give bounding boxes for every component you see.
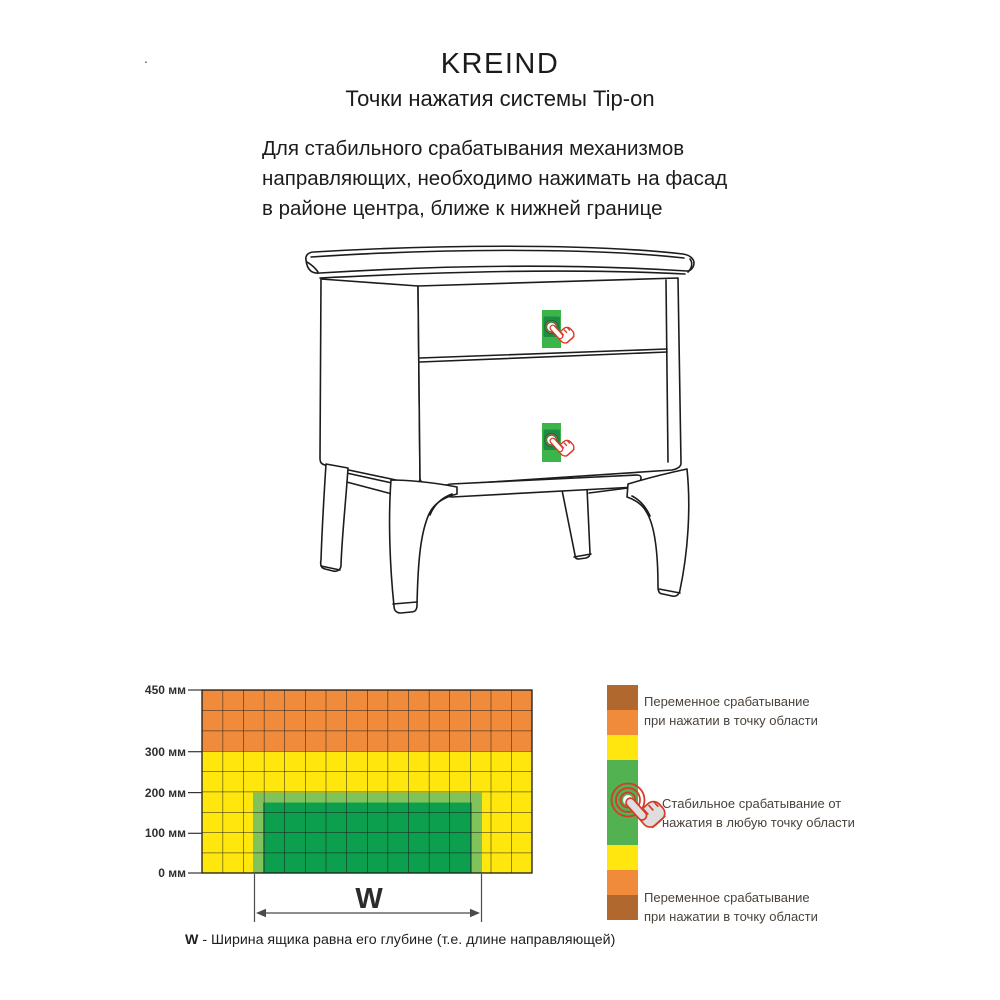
nightstand-drawing — [306, 246, 694, 613]
legend-entry-line: при нажатии в точку области — [644, 713, 818, 728]
axis-ticks — [188, 690, 202, 873]
y-tick-100: 100 мм — [144, 826, 186, 840]
legend-entry-line: Переменное срабатывание — [644, 890, 810, 905]
legend-entry-line: Стабильное срабатывание от — [662, 796, 842, 811]
page-title: Точки нажатия системы Tip-on — [345, 86, 655, 111]
description — [262, 134, 732, 224]
w-note-text: - Ширина ящика равна его глубине (т.е. длине направляющей) — [198, 932, 616, 948]
legend-entry-line: нажатия в любую точку области — [662, 815, 855, 830]
width-dimension-label: W — [355, 883, 383, 915]
y-tick-0: 0 мм — [158, 866, 186, 880]
leg-left-front — [390, 480, 457, 613]
w-note-bold: W — [185, 932, 199, 948]
legend-entry-line: Переменное срабатывание — [644, 694, 810, 709]
description-line: в районе центра, ближе к нижней границе — [262, 197, 663, 220]
legend-entry-line: при нажатии в точку области — [644, 909, 818, 924]
leg-right-rear — [562, 484, 590, 559]
legend-entry-variable-top — [644, 692, 818, 730]
leg-left-rear — [321, 464, 348, 571]
y-tick-450: 450 мм — [144, 683, 186, 697]
legend-entry-variable-bottom — [644, 888, 818, 926]
w-note — [185, 932, 615, 948]
y-tick-200: 200 мм — [144, 786, 186, 800]
grid-lines — [202, 690, 532, 873]
description-line: направляющих, необходимо нажимать на фасад — [262, 167, 728, 190]
side-panel — [320, 279, 420, 483]
description-line: Для стабильного срабатывания механизмов — [262, 137, 685, 160]
y-tick-300: 300 мм — [144, 745, 186, 759]
stray-dot: . — [144, 50, 148, 66]
leg-right-front — [627, 469, 689, 596]
legend-entry-stable — [662, 794, 855, 832]
brand-title: KREIND — [440, 48, 560, 80]
